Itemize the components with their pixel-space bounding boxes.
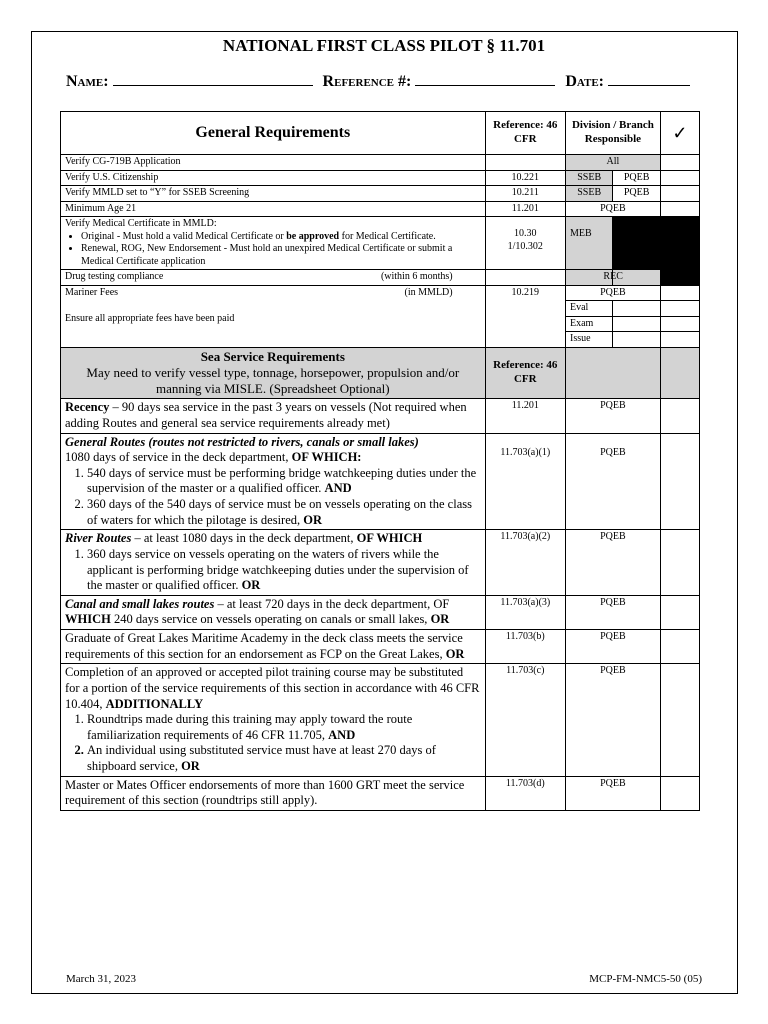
list-item: • Renewal, ROG, New Endorsement - Must hold an unexpired Medical Certificate or submit a Medical Certificate application xyxy=(81,243,481,268)
requirement-text: Verify MMLD set to “Y” for SSEB Screening xyxy=(61,186,486,202)
reference-heading: Reference: 46 CFR xyxy=(485,112,565,155)
reference-cell xyxy=(485,155,565,171)
list-item: • Original - Must hold a valid Medical Certificate or be approved for Medical Certificate. xyxy=(81,231,481,244)
table-row xyxy=(61,217,700,270)
division-cell: MEB xyxy=(565,217,612,270)
check-cell[interactable] xyxy=(660,433,699,530)
date-field[interactable] xyxy=(608,70,690,86)
check-cell[interactable] xyxy=(660,186,699,202)
table-row xyxy=(61,285,700,301)
name-label: Name: xyxy=(66,73,109,90)
requirement-text: General Routes (routes not restricted to rivers, canals or small lakes) 1080 days of service in the deck department, OF WHICH: 1. 540 days of service must be performing bridge watchkeeping duties under the supervision of the master or a qualified officer. AND 2. 360 days of the 540 days of service must be on vessels operating on the class of waters for which the pilotage is desired, OR xyxy=(61,433,486,530)
medical-list xyxy=(65,231,481,269)
reference-cell: 11.201 xyxy=(485,399,565,433)
division-cell: PQEB xyxy=(565,201,660,217)
check-cell[interactable] xyxy=(660,332,699,348)
table-row xyxy=(61,595,700,629)
reference-cell: 11.703(d) xyxy=(485,776,565,810)
division-cell: PQEB xyxy=(565,530,660,596)
reference-cell: 10.219 xyxy=(485,285,565,347)
general-requirements-heading: General Requirements xyxy=(61,112,486,155)
fee-issue-field[interactable] xyxy=(613,332,660,348)
table-row xyxy=(61,270,700,286)
requirement-text: Verify U.S. Citizenship xyxy=(61,170,486,186)
date-label: Date: xyxy=(565,73,605,90)
requirement-text: Master or Mates Officer endorsements of more than 1600 GRT meet the service requirement of this section (roundtrips still apply). xyxy=(61,776,486,810)
table-row xyxy=(61,155,700,171)
footer-form-number: MCP-FM-NMC5-50 (05) xyxy=(589,973,702,985)
fee-eval-label: Eval xyxy=(565,301,612,317)
division-cell: SSEB xyxy=(565,170,612,186)
list-item: 2. An individual using substituted service must have at least 270 days of shipboard service, OR xyxy=(87,743,481,774)
table-row xyxy=(61,664,700,776)
list-item: 1. 360 days service on vessels operating on the waters of rivers while the applicant is performing bridge watchkeeping duties under the supervision of the master or qualified officer. OR xyxy=(87,547,481,594)
reference-label: Reference #: xyxy=(322,73,412,90)
reference-cell: 11.201 xyxy=(485,201,565,217)
requirement-text: Graduate of Great Lakes Maritime Academy in the deck class meets the service requirements of this section for an endorsement as FCP on the Great Lakes, OR xyxy=(61,630,486,664)
table-row xyxy=(61,776,700,810)
check-cell[interactable] xyxy=(660,399,699,433)
reference-heading: Reference: 46 CFR xyxy=(485,347,565,399)
requirement-text: Verify CG-719B Application xyxy=(61,155,486,171)
fee-issue-label: Issue xyxy=(565,332,612,348)
table-row xyxy=(61,433,700,530)
requirement-text: Completion of an approved or accepted pilot training course may be substituted for a portion of the service requirements of this section in accordance with 46 CFR 10.404, ADDITIONALLY 1. Roundtrips made during this training may apply toward the route familiarization requirements of 46 CFR 11.705, AND 2. An individual using substituted service must have at least 270 days of shipboard service, OR xyxy=(61,664,486,776)
division-cell: PQEB xyxy=(565,399,660,433)
reference-cell: 11.703(c) xyxy=(485,664,565,776)
reference-cell: 11.703(a)(1) xyxy=(485,433,565,530)
division-cell: PQEB xyxy=(565,433,660,530)
check-cell[interactable] xyxy=(660,301,699,317)
division-cell: PQEB xyxy=(565,595,660,629)
division-cell: REC xyxy=(565,270,660,286)
reference-field[interactable] xyxy=(415,70,555,86)
check-cell[interactable] xyxy=(660,630,699,664)
reference-cell: 11.703(a)(3) xyxy=(485,595,565,629)
requirement-text: Canal and small lakes routes – at least 720 days in the deck department, OF WHICH 240 days service on vessels operating on canals or small lakes, OR xyxy=(61,595,486,629)
check-cell[interactable] xyxy=(660,664,699,776)
division-heading: Division / Branch Responsible xyxy=(565,112,660,155)
check-heading xyxy=(660,347,699,399)
fee-eval-field[interactable] xyxy=(613,301,660,317)
check-cell[interactable] xyxy=(660,776,699,810)
table-row xyxy=(61,186,700,202)
division-cell: PQEB xyxy=(565,630,660,664)
sea-service-header-row xyxy=(61,347,700,399)
reference-cell: 10.30 1/10.302 xyxy=(485,217,565,270)
sea-service-heading: Sea Service Requirements May need to verify vessel type, tonnage, horsepower, propulsion and/or manning via MISLE. (Spreadsheet Optional) xyxy=(61,347,486,399)
table-row xyxy=(61,530,700,596)
requirement-text xyxy=(61,217,486,270)
division-cell: PQEB xyxy=(565,664,660,776)
requirements-table xyxy=(60,111,700,811)
fee-exam-label: Exam xyxy=(565,316,612,332)
reference-cell: 10.221 xyxy=(485,170,565,186)
table-row xyxy=(61,201,700,217)
page-title: NATIONAL FIRST CLASS PILOT § 11.701 xyxy=(222,36,546,55)
check-cell[interactable] xyxy=(660,530,699,596)
table-header-row xyxy=(61,112,700,155)
division-cell: All xyxy=(565,155,660,171)
requirement-text: Drug testing compliance (within 6 months) xyxy=(61,270,486,286)
division-cell: PQEB xyxy=(565,776,660,810)
division-cell: PQEB xyxy=(613,186,660,202)
name-field[interactable] xyxy=(113,70,313,86)
check-cell[interactable] xyxy=(660,316,699,332)
check-cell[interactable] xyxy=(660,170,699,186)
division-cell: SSEB xyxy=(565,186,612,202)
list-item: 1. Roundtrips made during this training may apply toward the route familiarization requirements of 46 CFR 11.705, AND xyxy=(87,712,481,743)
division-heading xyxy=(565,347,660,399)
requirement-text: Minimum Age 21 xyxy=(61,201,486,217)
footer-date: March 31, 2023 xyxy=(66,973,136,985)
division-cell: PQEB xyxy=(613,170,660,186)
check-heading: ✓ xyxy=(660,112,699,155)
requirement-text: River Routes – at least 1080 days in the deck department, OF WHICH 1. 360 days service on vessels operating on the waters of rivers while the applicant is performing bridge watchkeeping duties under the supervision of the master or qualified officer. OR xyxy=(61,530,486,596)
check-cell[interactable] xyxy=(660,285,699,301)
medical-heading: Verify Medical Certificate in MMLD: xyxy=(65,218,217,229)
reference-cell: 11.703(b) xyxy=(485,630,565,664)
check-cell[interactable] xyxy=(660,595,699,629)
check-cell[interactable] xyxy=(660,201,699,217)
list-item: 2. 360 days of the 540 days of service must be on vessels operating on the class of waters for which the pilotage is desired, OR xyxy=(87,497,481,528)
reference-cell: 10.211 xyxy=(485,186,565,202)
requirement-text: Mariner Fees (in MMLD) Ensure all appropriate fees have been paid xyxy=(61,285,486,347)
check-cell[interactable] xyxy=(660,155,699,171)
reference-cell: 11.703(a)(2) xyxy=(485,530,565,596)
division-cell: PQEB xyxy=(565,285,660,301)
list-item: 1. 540 days of service must be performing bridge watchkeeping duties under the supervision of the master or a qualified officer. AND xyxy=(87,466,481,497)
header-fields xyxy=(66,70,690,91)
requirement-text: Recency – 90 days sea service in the past 3 years on vessels (Not required when adding Routes and general sea service requirements already met) xyxy=(61,399,486,433)
table-row xyxy=(61,630,700,664)
table-row xyxy=(61,170,700,186)
fee-exam-field[interactable] xyxy=(613,316,660,332)
reference-cell xyxy=(485,270,565,286)
table-row xyxy=(61,399,700,433)
